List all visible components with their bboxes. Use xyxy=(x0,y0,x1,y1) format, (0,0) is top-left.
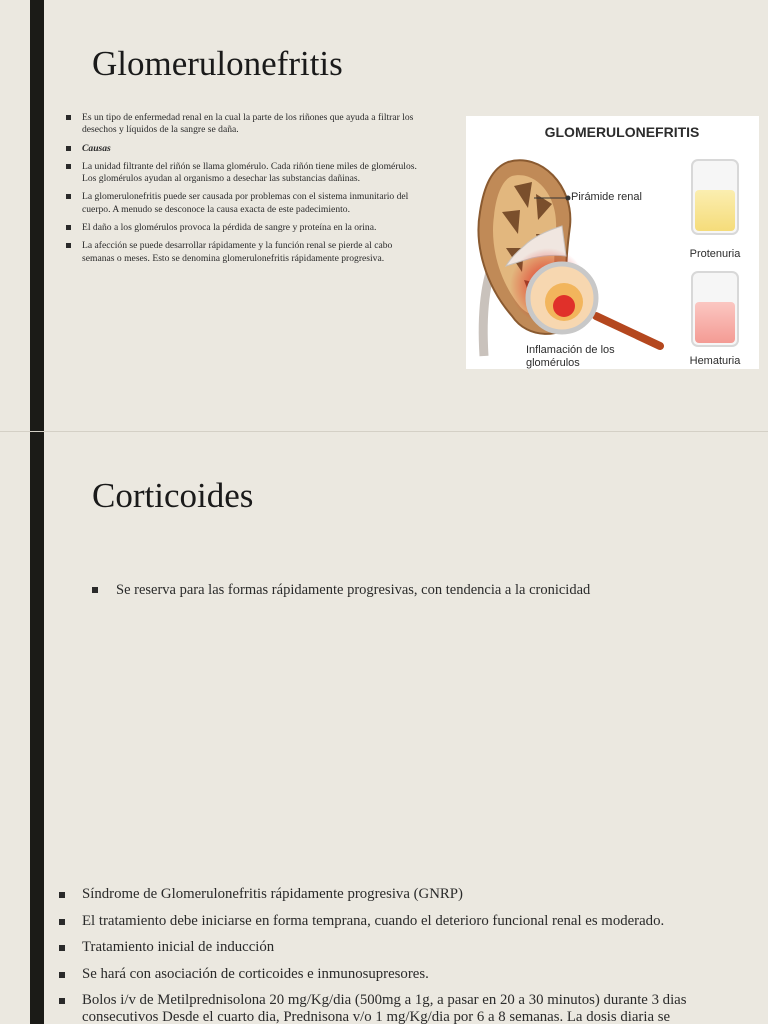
hematuria-label: Hematuria xyxy=(689,355,741,367)
bullet-text: La afección se puede desarrollar rápidamente y la función renal se pierde al cabo semanas o meses. Esto se denomina glomerulonefritis rápidamente progresiva. xyxy=(82,240,393,264)
list-item xyxy=(66,191,426,216)
bullet-marker xyxy=(66,194,71,199)
figure-title: GLOMERULONEFRITIS xyxy=(544,124,700,140)
bullet-text: La unidad filtrante del riñón se llama glomérulo. Cada riñón tiene miles de glomérulos. Los glomérulos ayudan al organismo a desechar las substancias dañinas. xyxy=(82,160,417,185)
bullet-marker xyxy=(66,225,71,230)
accent-bar xyxy=(30,0,44,432)
list-item xyxy=(66,161,426,186)
bullet-text: Es un tipo de enfermedad renal en la cual la parte de los riñones que ayuda a filtrar los desechos y líquidos de la sangre se daña. xyxy=(82,112,414,136)
bullet-text: Síndrome de Glomerulonefritis rápidamente progresiva (GNRP) xyxy=(82,886,463,902)
bullet-marker xyxy=(66,115,71,120)
slide-title: Glomerulonefritis xyxy=(92,44,343,83)
bullet-list xyxy=(92,580,732,600)
bullet-marker xyxy=(59,945,65,951)
kidney-illustration xyxy=(466,116,759,369)
list-item xyxy=(66,112,426,137)
magnifier-handle xyxy=(596,316,660,346)
bullet-marker xyxy=(66,164,71,169)
bullet-list xyxy=(58,886,718,1024)
bullet-text: Se hará con asociación de corticoides e inmunosupresores. xyxy=(82,965,429,982)
kidney-diagram xyxy=(466,116,759,369)
bullet-marker xyxy=(59,919,65,925)
bullet-marker xyxy=(92,587,98,593)
list-item xyxy=(66,240,426,265)
slide-corticoides xyxy=(0,432,768,864)
list-item xyxy=(58,913,718,930)
list-item xyxy=(92,580,732,600)
slide-gnrp-treatment xyxy=(0,864,768,1024)
bullet-marker xyxy=(59,998,65,1004)
pyramid-label: Pirámide renal xyxy=(571,191,642,203)
beaker-hematuria xyxy=(692,272,738,346)
list-item xyxy=(66,143,426,155)
bullet-list xyxy=(66,112,426,271)
bullet-text: La glomerulonefritis puede ser causada por problemas con el sistema inmunitario del cuerpo. A menudo se desconoce la causa exacta de este padecimiento. xyxy=(82,191,409,215)
accent-bar xyxy=(30,432,44,864)
bullet-text: Tratamiento inicial de inducción xyxy=(82,939,275,955)
bullet-text: Bolos i/v de Metilprednisolona 20 mg/Kg/dia (500mg a 1g, a pasar en 20 a 30 minutos) durante 3 dias consecutivos Desde el cuarto dia, Prednisona v/o 1 mg/Kg/dia por 6 a 8 semanas. La dosis diaria se xyxy=(82,992,687,1024)
slide-title: Corticoides xyxy=(92,476,254,515)
bullet-marker xyxy=(66,243,71,248)
bullet-marker xyxy=(66,146,71,151)
pyramid-pointer-dot xyxy=(566,196,571,201)
list-item xyxy=(58,992,718,1024)
slide-glomerulonefritis xyxy=(0,0,768,432)
bullet-marker xyxy=(59,972,65,978)
list-item xyxy=(58,939,718,956)
inflammation-label-2: glomérulos xyxy=(526,357,580,369)
list-item xyxy=(66,222,426,234)
bullet-marker xyxy=(59,892,65,898)
bullet-text: El tratamiento debe iniciarse en forma temprana, cuando el deterioro funcional renal es moderado. xyxy=(82,912,665,929)
list-item xyxy=(58,966,718,983)
bullet-text: Causas xyxy=(82,142,111,154)
beaker-proteinuria xyxy=(692,160,738,234)
bullet-text: Se reserva para las formas rápidamente progresivas, con tendencia a la cronicidad xyxy=(116,582,591,598)
list-item xyxy=(58,886,718,903)
accent-bar xyxy=(30,864,44,1024)
bullet-text: El daño a los glomérulos provoca la pérdida de sangre y proteína en la orina. xyxy=(82,222,377,234)
inflammation-label-1: Inflamación de los xyxy=(526,344,615,356)
proteinuria-label: Protenuria xyxy=(689,248,741,260)
glomerulus-inflamed xyxy=(553,295,575,317)
